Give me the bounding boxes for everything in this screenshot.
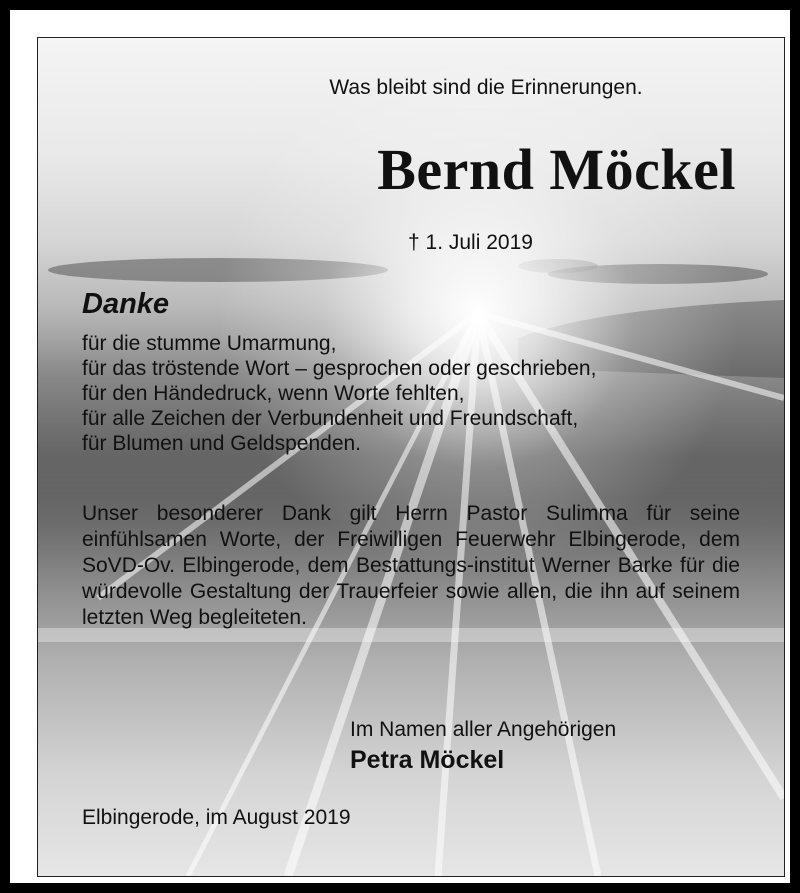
deceased-name: Bernd Möckel [377, 137, 736, 202]
motto-text: Was bleibt sind die Erinnerungen. [329, 76, 643, 99]
thanks-line: für Blumen und Geldspenden. [82, 432, 362, 455]
place-date: Elbingerode, im August 2019 [82, 806, 351, 829]
signoff-text: Im Namen aller Angehörigen [350, 718, 617, 741]
obituary-panel [37, 37, 785, 877]
thanks-line: für das tröstende Wort – gesprochen oder geschrieben, [82, 357, 597, 380]
thanks-line: für alle Zeichen der Verbundenheit und Freundschaft, [82, 407, 579, 430]
thanks-line: für die stumme Umarmung, [82, 332, 337, 355]
signer-name: Petra Möckel [350, 746, 505, 774]
notice-frame [10, 10, 790, 883]
death-date: † 1. Juli 2019 [408, 231, 533, 254]
thanks-list [82, 331, 596, 456]
thanks-line: für den Händedruck, wenn Worte fehlten, [82, 382, 465, 405]
thanks-paragraph: Unser besonderer Dank gilt Herrn Pastor Sulimma für seine einfühlsamen Worte, der Freiwilligen Feuerwehr Elbingerode, dem SoVD-Ov. Elbingerode, dem Bestattungs-institut Werner Barke für die würdevolle Gestaltung der Trauerfeier sowie allen, die ihn auf seinem letzten Weg begleiteten. [82, 502, 740, 629]
thanks-heading: Danke [82, 288, 170, 320]
